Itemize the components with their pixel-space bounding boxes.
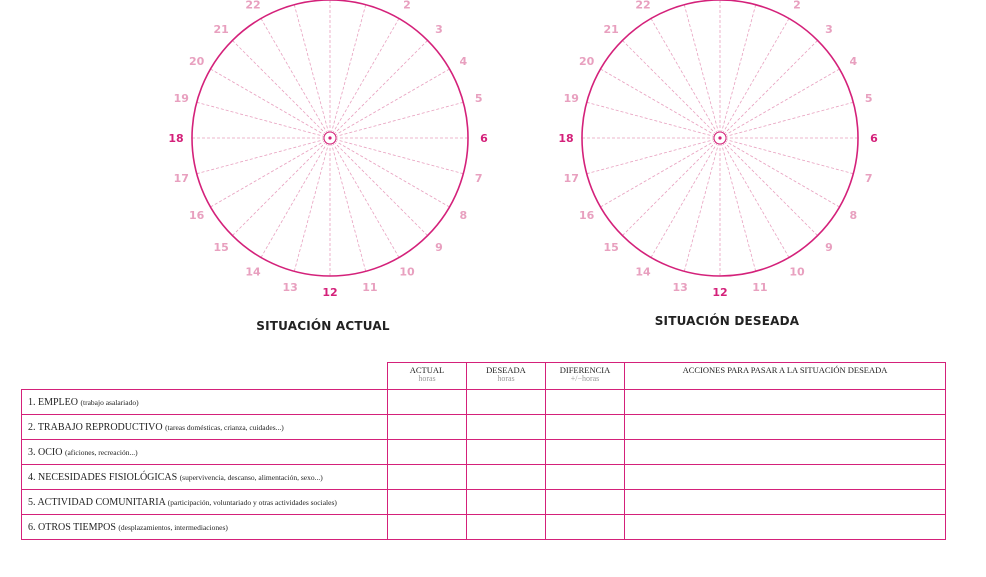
hour-label: 4 <box>459 55 468 68</box>
hour-label: 20 <box>578 55 595 68</box>
hour-label: 11 <box>362 280 378 294</box>
table-row <box>22 490 946 515</box>
hour-label: 20 <box>188 55 205 68</box>
dial-spoke <box>720 18 789 138</box>
header-actual: ACTUAL horas <box>388 363 467 390</box>
deseada-cell[interactable] <box>467 490 546 515</box>
dial-spoke <box>261 18 330 138</box>
dial-spoke <box>330 138 399 258</box>
dial-spoke <box>622 40 720 138</box>
row-label: 2. TRABAJO REPRODUCTIVO (tareas domésticas, crianza, cuidades...) <box>22 415 388 440</box>
hour-label: 7 <box>864 171 873 185</box>
hour-label: 8 <box>459 209 468 222</box>
hour-label: 12 <box>322 286 338 299</box>
dial-spoke <box>587 102 720 138</box>
acciones-cell[interactable] <box>625 515 946 540</box>
dial-spoke <box>261 138 330 258</box>
hour-label: 17 <box>173 171 189 185</box>
dial-spoke <box>210 69 330 138</box>
hour-label: 9 <box>825 240 833 254</box>
diferencia-cell[interactable] <box>546 440 625 465</box>
hour-label: 8 <box>849 209 858 222</box>
dial-spoke <box>330 138 463 174</box>
table-header-row <box>22 363 946 390</box>
table-row <box>22 440 946 465</box>
dial-spoke <box>622 138 720 236</box>
hour-label: 22 <box>245 0 261 12</box>
dial-spoke <box>600 69 720 138</box>
dial-spoke <box>684 5 720 138</box>
dial-spoke <box>720 138 789 258</box>
header-blank <box>22 363 388 390</box>
hour-label: 6 <box>480 132 488 145</box>
row-label: 3. OCIO (aficiones, recreación...) <box>22 440 388 465</box>
dial-spoke <box>720 138 818 236</box>
dial-center-dot <box>328 136 331 139</box>
hour-label: 3 <box>435 23 443 37</box>
row-label: 5. ACTIVIDAD COMUNITARIA (participación, voluntariado y otras actividades sociales) <box>22 490 388 515</box>
dial-spoke <box>720 5 756 138</box>
hour-label: 12 <box>712 286 728 299</box>
hour-label: 22 <box>635 0 651 12</box>
hour-label: 19 <box>173 92 189 106</box>
hour-label: 3 <box>825 23 833 37</box>
deseada-cell[interactable] <box>467 440 546 465</box>
header-acciones: ACCIONES PARA PASAR A LA SITUACIÓN DESEADA <box>625 363 946 390</box>
dial-spoke <box>720 138 853 174</box>
table-row <box>22 390 946 415</box>
hour-label: 19 <box>563 92 579 106</box>
hour-label: 7 <box>474 171 483 185</box>
dial-spoke <box>197 138 330 174</box>
diferencia-cell[interactable] <box>546 390 625 415</box>
dial-center <box>324 132 336 144</box>
acciones-cell[interactable] <box>625 390 946 415</box>
dial-center <box>714 132 726 144</box>
actual-cell[interactable] <box>388 515 467 540</box>
dial-spoke <box>330 138 450 207</box>
diferencia-cell[interactable] <box>546 465 625 490</box>
dial-spoke <box>720 138 756 271</box>
hour-label: 21 <box>603 23 619 37</box>
dial-ring <box>192 0 468 279</box>
dial-spoke <box>294 138 330 271</box>
dial-spoke <box>330 5 366 138</box>
diferencia-cell[interactable] <box>546 515 625 540</box>
diferencia-cell[interactable] <box>546 490 625 515</box>
hour-label: 15 <box>213 240 229 254</box>
row-label: 6. OTROS TIEMPOS (desplazamientos, intermediaciones) <box>22 515 388 540</box>
dial-spoke <box>587 138 720 174</box>
hour-label: 4 <box>849 55 858 68</box>
row-label: 1. EMPLEO (trabajo asalariado) <box>22 390 388 415</box>
hour-label: 21 <box>213 23 229 37</box>
hour-label: 10 <box>399 265 415 279</box>
hour-label: 11 <box>752 280 768 294</box>
header-diferencia: DIFERENCIA +/−horas <box>546 363 625 390</box>
acciones-cell[interactable] <box>625 465 946 490</box>
table-row <box>22 515 946 540</box>
acciones-cell[interactable] <box>625 415 946 440</box>
dial-spoke <box>210 138 330 207</box>
dial-spoke <box>330 40 428 138</box>
dial-spoke <box>330 18 399 138</box>
hour-label: 5 <box>474 92 483 106</box>
dial-spoke <box>197 102 330 138</box>
acciones-cell[interactable] <box>625 440 946 465</box>
dial-spoke <box>720 102 853 138</box>
hour-label: 2 <box>403 0 411 12</box>
hour-label: 16 <box>578 209 595 222</box>
table-row <box>22 465 946 490</box>
dial-spoke <box>330 138 428 236</box>
deseada-cell[interactable] <box>467 390 546 415</box>
acciones-cell[interactable] <box>625 490 946 515</box>
hour-label: 15 <box>603 240 619 254</box>
hour-label: 18 <box>558 132 574 145</box>
hour-label: 13 <box>282 280 298 294</box>
dial-ring <box>582 0 858 279</box>
dial-spoke <box>232 138 330 236</box>
diferencia-cell[interactable] <box>546 415 625 440</box>
hour-label: 14 <box>635 265 651 279</box>
actual-cell[interactable] <box>388 440 467 465</box>
dial-spoke <box>720 69 840 138</box>
dial-spoke <box>720 40 818 138</box>
dial-spoke <box>232 40 330 138</box>
clock-title-actual: SITUACIÓN ACTUAL <box>256 319 390 333</box>
hour-label: 2 <box>793 0 801 12</box>
actual-cell[interactable] <box>388 490 467 515</box>
deseada-cell[interactable] <box>467 515 546 540</box>
hour-label: 13 <box>672 280 688 294</box>
deseada-cell[interactable] <box>467 415 546 440</box>
hour-label: 6 <box>870 132 878 145</box>
dial-spoke <box>600 138 720 207</box>
dial-spoke <box>294 5 330 138</box>
header-deseada: DESEADA horas <box>467 363 546 390</box>
dial-spoke <box>651 18 720 138</box>
row-label: 4. NECESIDADES FISIOLÓGICAS (supervivencia, descanso, alimentación, sexo...) <box>22 465 388 490</box>
actual-cell[interactable] <box>388 465 467 490</box>
clock-title-deseada: SITUACIÓN DESEADA <box>654 314 800 328</box>
hour-label: 5 <box>864 92 873 106</box>
hour-label: 18 <box>168 132 184 145</box>
dial-spoke <box>684 138 720 271</box>
actual-cell[interactable] <box>388 415 467 440</box>
table-row <box>22 415 946 440</box>
dial-spoke <box>651 138 720 258</box>
deseada-cell[interactable] <box>467 465 546 490</box>
dial-spoke <box>330 69 450 138</box>
dial-center-dot <box>718 136 721 139</box>
actual-cell[interactable] <box>388 390 467 415</box>
hour-label: 17 <box>563 171 579 185</box>
hour-label: 10 <box>789 265 805 279</box>
hour-label: 14 <box>245 265 261 279</box>
dial-spoke <box>720 138 840 207</box>
dial-spoke <box>330 102 463 138</box>
dial-spoke <box>330 138 366 271</box>
hour-label: 9 <box>435 240 443 254</box>
hour-label: 16 <box>188 209 205 222</box>
hours-table <box>21 362 946 540</box>
